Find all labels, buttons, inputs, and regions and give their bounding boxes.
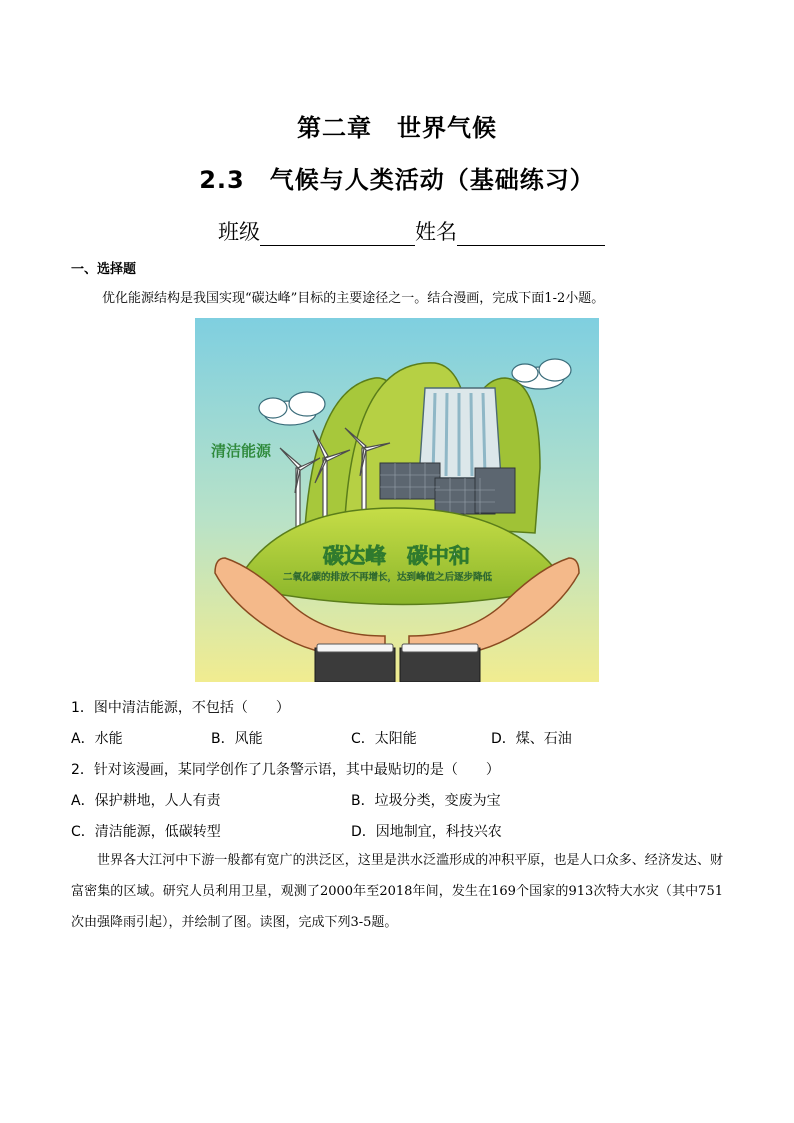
section-heading: 一、选择题 xyxy=(71,262,137,277)
question-1-option-c[interactable]: C．太阳能 xyxy=(351,731,417,747)
class-name-line xyxy=(218,216,605,246)
chapter-title: 第二章 世界气候 xyxy=(297,114,497,142)
name-blank[interactable] xyxy=(457,223,605,246)
question-1-option-b[interactable]: B．风能 xyxy=(211,731,263,747)
question-2-stem: 2．针对该漫画，某同学创作了几条警示语，其中最贴切的是（ ） xyxy=(71,762,500,778)
slogan-label: 碳达峰 碳中和 xyxy=(323,544,470,568)
question-2-option-c[interactable]: C．清洁能源，低碳转型 xyxy=(71,824,221,840)
question-1-option-d[interactable]: D．煤、石油 xyxy=(491,731,572,747)
class-label: 班级 xyxy=(218,220,260,244)
question-2-option-b[interactable]: B．垃圾分类，变废为宝 xyxy=(351,793,501,809)
lesson-title: 2.3 气候与人类活动（基础练习） xyxy=(199,166,595,194)
question-intro: 优化能源结构是我国实现“碳达峰”目标的主要途径之一。结合漫画，完成下面1-2小题。 xyxy=(102,291,605,306)
question-2-option-a[interactable]: A．保护耕地，人人有责 xyxy=(71,793,221,809)
name-label: 姓名 xyxy=(415,220,457,244)
clean-energy-label: 清洁能源 xyxy=(211,442,272,460)
class-blank[interactable] xyxy=(260,223,415,246)
question-1-stem: 1．图中清洁能源，不包括（ ） xyxy=(71,700,290,716)
caption-label: 二氧化碳的排放不再增长，达到峰值之后逐步降低 xyxy=(283,572,493,583)
question-2-option-d[interactable]: D．因地制宜，科技兴农 xyxy=(351,824,502,840)
clean-energy-cartoon xyxy=(195,318,599,682)
question-1-option-a[interactable]: A．水能 xyxy=(71,731,123,747)
reading-passage: 世界各大江河中下游一般都有宽广的洪泛区，这里是洪水泛滥形成的冲积平原，也是人口众多、经济发达、财富密集的区域。研究人员利用卫星，观测了2000年至2018年间，发生在169个国家的913次特大水灾（其中751次由强降雨引起），并绘制了图。读图，完成下列3-5题。 xyxy=(71,853,723,930)
